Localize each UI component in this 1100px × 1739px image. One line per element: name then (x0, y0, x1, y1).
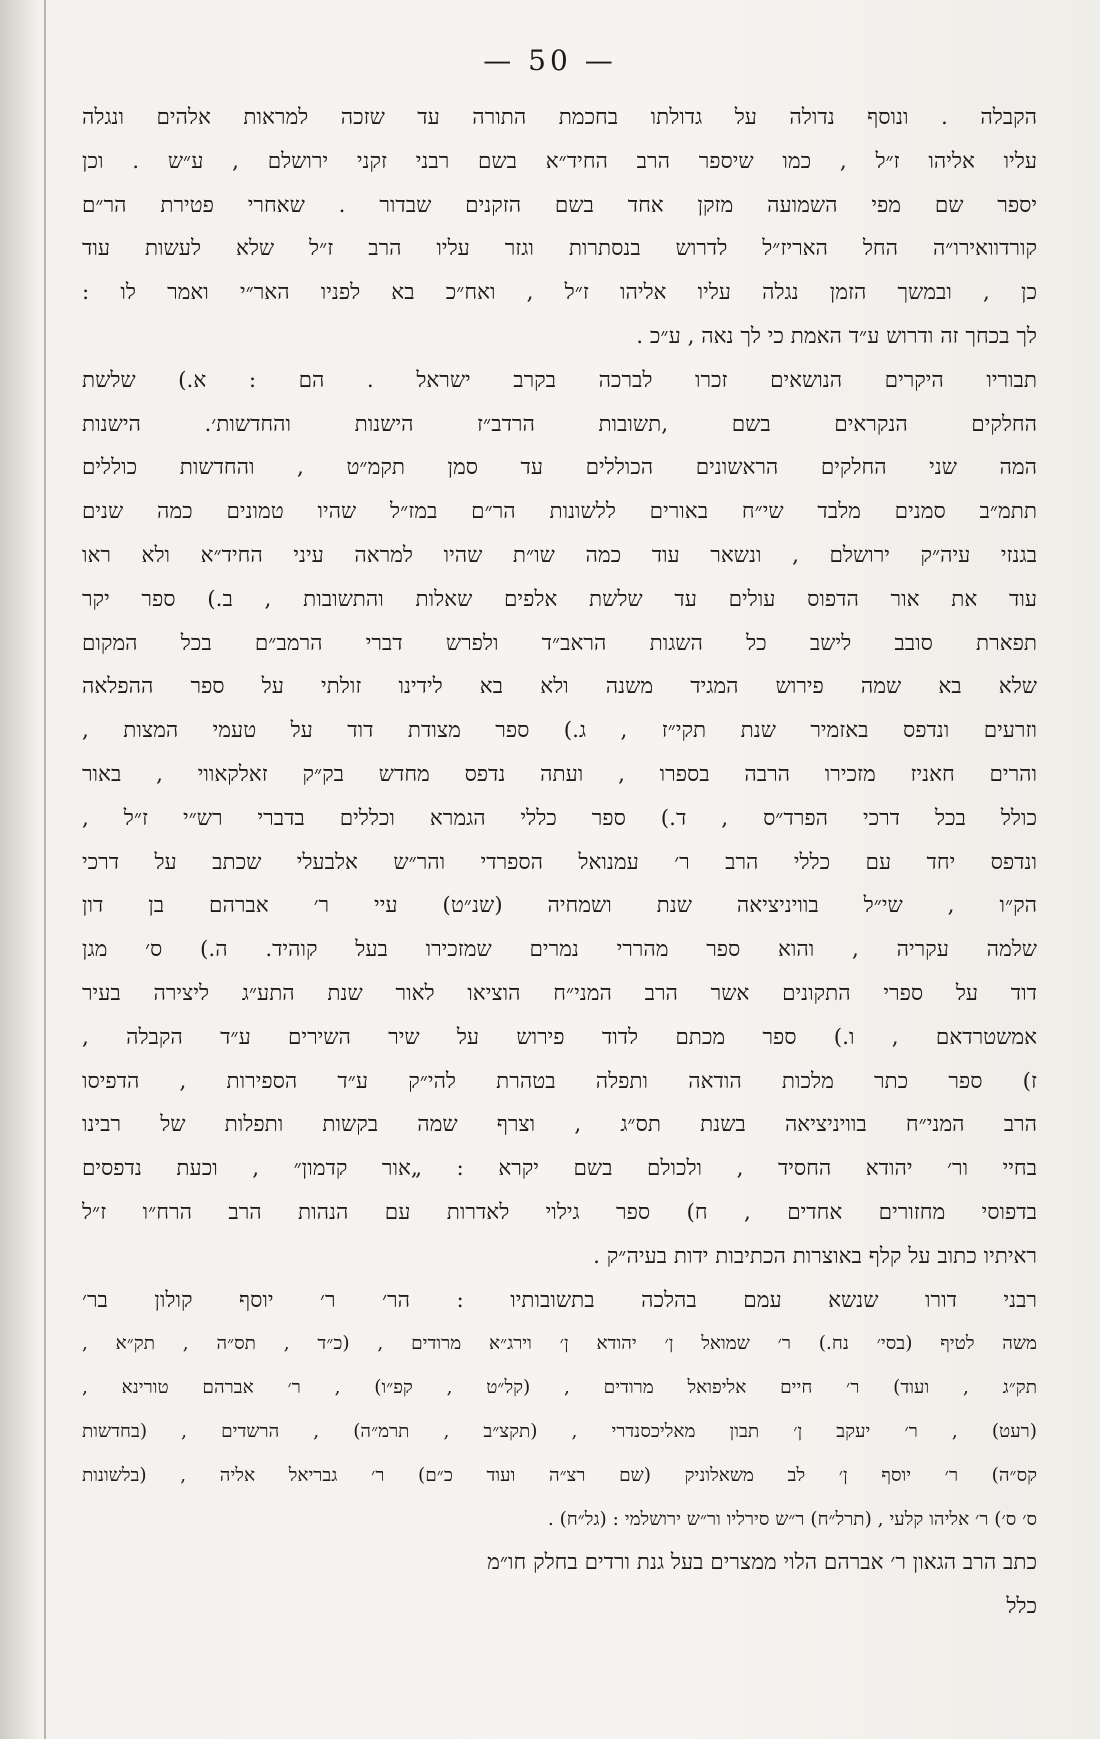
text-line: החלקים הנקראים בשם ,תשובות הרדב״ז הישנות והחדשות׳. הישנות (82, 411, 1037, 437)
text-line: כולל בכל דרכי הפרד״ס , ד.) ספר כללי הגמרא וכללים בדברי רש״י ז״ל , (82, 805, 1037, 831)
text-line: אמשטרדאם , ו.) ספר מכתם לדוד פירוש על שיר השירים ע״ד הקבלה , (82, 1024, 1037, 1050)
text-line: תפארת סובב לישב כל השגות הראב״ד ולפרש דברי הרמב״ם בכל המקום (82, 630, 1037, 656)
page-number: — 50 — (483, 44, 617, 77)
text-line: רבני דורו שנשא עמם בהלכה בתשובותיו : הר׳ ר׳ יוסף קולון בר׳ (82, 1287, 1037, 1313)
text-line: כלל (1006, 1594, 1037, 1620)
text-line: כתב הרב הגאון ר׳ אברהם הלוי ממצרים בעל גנת ורדים בחלק חו״מ (487, 1550, 1037, 1576)
text-line: קס״ה) ר׳ יוסף ן׳ לב משאלוניק (שם רצ״ה ועוד כ״ם) ר׳ גבריאל אליה , (בלשונות (82, 1464, 1037, 1486)
text-line: תבוריו היקרים הנושאים זכרו לברכה בקרב ישראל . הם : א.) שלשת (82, 367, 1037, 393)
text-line: הרב המני״ח בוויניציאה בשנת תס״ג , וצרף שמה בקשות ותפלות של רבינו (82, 1112, 1037, 1138)
text-line: המה שני החלקים הראשונים הכוללים עד סמן תקמ״ט , והחדשות כוללים (82, 455, 1037, 481)
text-line: שלמה עקריה , והוא ספר מהררי נמרים שמזכירו בעל קוהיד. ה.) ס׳ מגן (82, 937, 1037, 963)
text-line: עליו אליהו ז״ל , כמו שיספר הרב החיד״א בשם רבני זקני ירושלם , ע״ש . וכן (82, 148, 1037, 174)
text-line: (רעט) , ר׳ יעקב ן׳ תבון מאליכסנדרי , (תקצ״ב , תרמ״ה) , הרשדים , (בחדשות (82, 1420, 1037, 1442)
text-line: הק״ו , שי״ל בוויניציאה שנת ושמחיה (שנ״ט) עיי ר׳ אברהם בן דון (82, 893, 1037, 919)
text-line: יספר שם מפי השמועה מזקן אחד בשם הזקנים שבדור . שאחרי פטירת הר״ם (82, 192, 1037, 218)
text-line: ראיתיו כתוב על קלף באוצרות הכתיבות ידות בעיה״ק . (593, 1243, 1037, 1269)
text-line: תק״ג , ועוד) ר׳ חיים אליפואל מרודים , (קל״ט , קפ״ו) , ר׳ אברהם טורינא , (82, 1377, 1037, 1399)
hebrew-text-block (82, 96, 1037, 1629)
text-line: בחיי ור׳ יהודא החסיד , ולכולם בשם יקרא : „אור קדמון״ , וכעת נדפסים (82, 1156, 1037, 1182)
text-line: דוד על ספרי התקונים אשר הרב המני״ח הוציאו לאור שנת התע״ג ליצירה בעיר (82, 980, 1037, 1006)
text-line: ונדפס יחד עם כללי הרב ר׳ עמנואל הספרדי והר״ש אלבעלי שכתב על דרכי (82, 849, 1037, 875)
text-line: כן , ובמשך הזמן נגלה עליו אליהו ז״ל , ואח״כ בא לפניו האר״י ואמר לו : (82, 280, 1037, 306)
text-line: הקבלה . ונוסף נדולה על גדולתו בחכמת התורה עד שזכה למראות אלהים ונגלה (82, 105, 1037, 130)
text-line: משה לטיף (בסי׳ נח.) ר׳ שמואל ן׳ יהודא ן׳ וירג״א מרודים , (כ״ד , תס״ה , תק״א , (82, 1333, 1037, 1355)
text-line: עוד את אור הדפוס עולים עד שלשת אלפים שאלות והתשובות , ב.) ספר יקר (82, 586, 1037, 612)
text-line: לך בכחך זה ודרוש ע״ד האמת כי לך נאה , ע״כ . (636, 323, 1037, 349)
text-line: שלא בא שמה פירוש המגיד משנה ולא בא לידינו זולתי על ספר ההפלאה (82, 674, 1037, 700)
page-binding-edge (44, 0, 46, 1739)
text-line: ז) ספר כתר מלכות הודאה ותפלה בטהרת להי״ק ע״ד הספירות , הדפיסו (82, 1068, 1037, 1094)
text-line: וזרעים ונדפס באזמיר שנת תקי״ז , ג.) ספר מצודת דוד על טעמי המצות , (82, 718, 1037, 744)
text-line: תתמ״ב סמנים מלבד שי״ח באורים ללשונות הר״ם במז״ל שהיו טמונים כמה שנים (82, 499, 1037, 525)
text-line: בדפוסי מחזורים אחדים , ח) ספר גילוי לאדרות עם הנהות הרב הרח״ו ז״ל (82, 1199, 1037, 1225)
text-line: קורדוואירו״ה החל האריז״ל לדרוש בנסתרות וגזר עליו הרב ז״ל שלא לעשות עוד (82, 236, 1037, 262)
text-line: והרים חאניז מזכירו הרבה בספרו , ועתה נדפס מחדש בק״ק זאלקאווי , באור (82, 761, 1037, 787)
text-line: ס׳ ס׳) ר׳ אליהו קלעי , (תרל״ח) ר״ש סירליו ור״ש ירושלמי : (גל״ח) . (547, 1508, 1037, 1530)
text-line: בגנזי עיה״ק ירושלם , ונשאר עוד כמה שו״ת שהיו למראה עיני החיד״א ולא ראו (82, 542, 1037, 568)
